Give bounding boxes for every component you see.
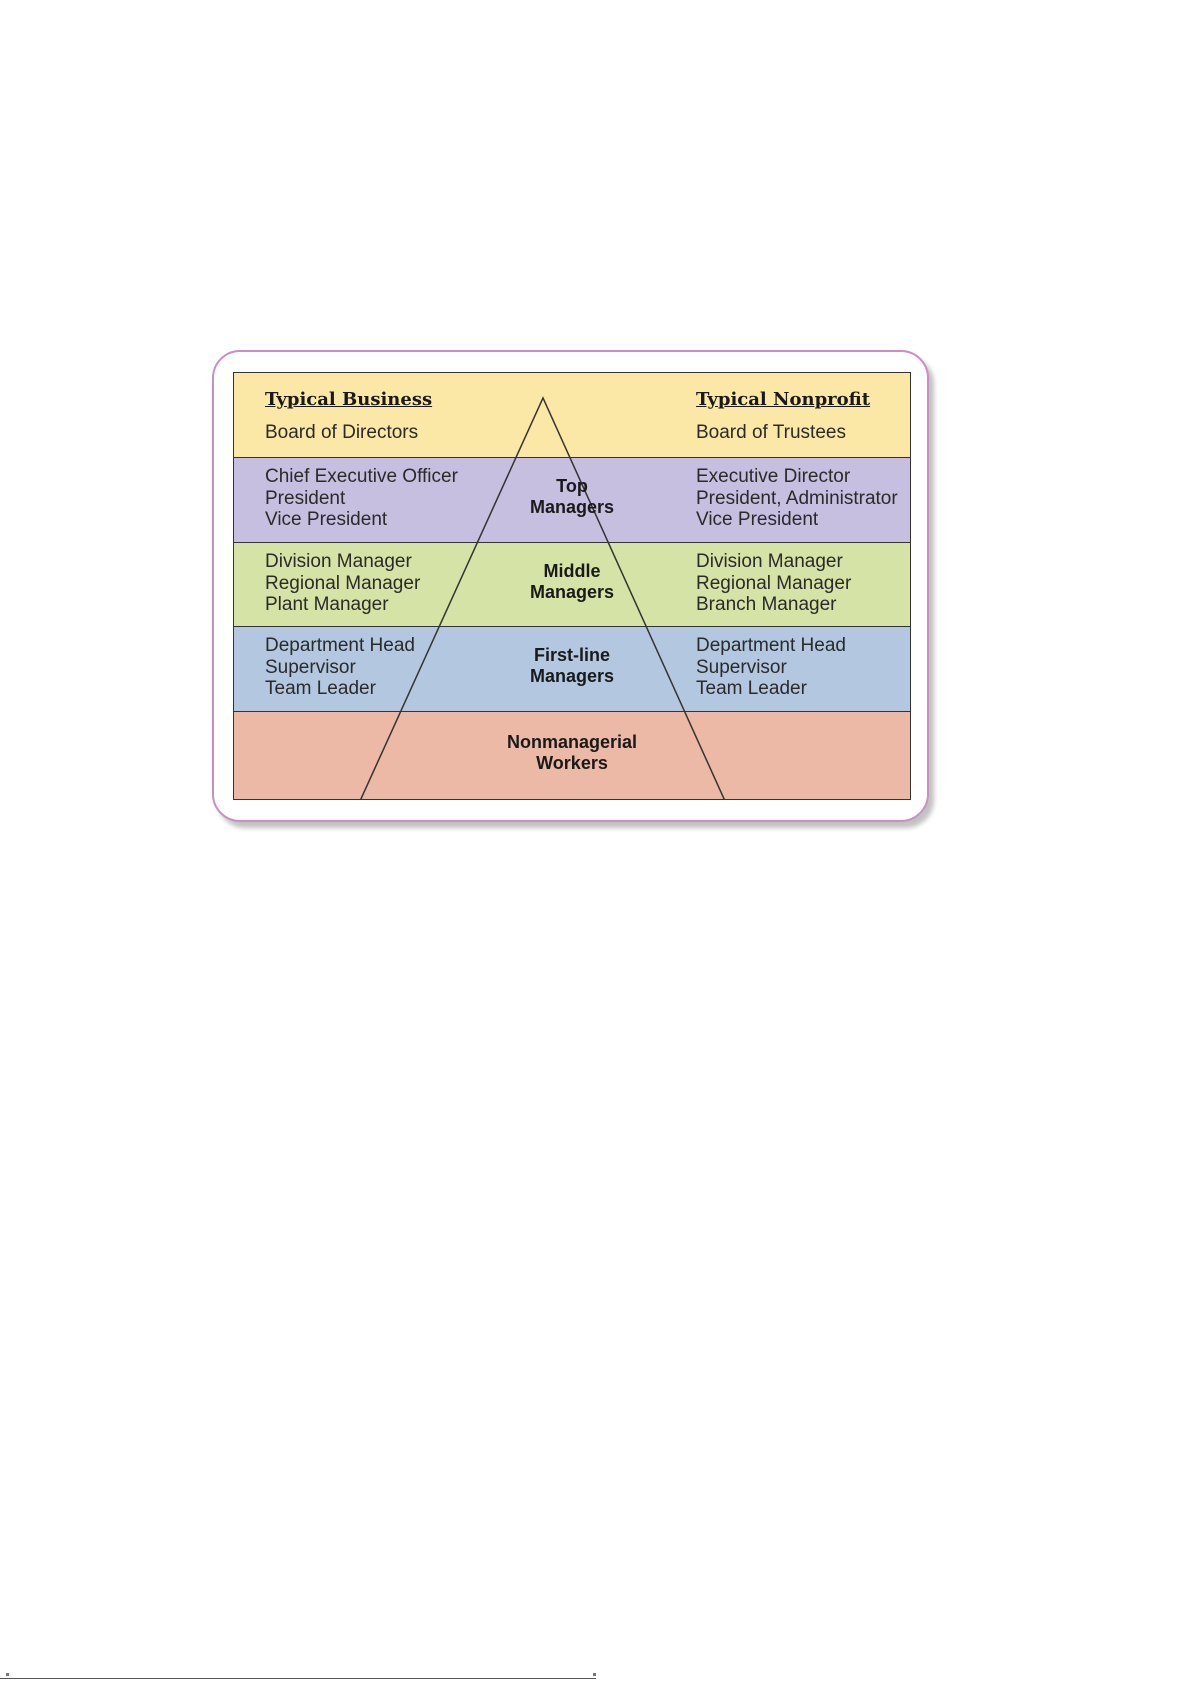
typical-business-heading: Typical Business xyxy=(265,389,433,410)
center-label-line: Managers xyxy=(529,666,615,686)
band-nonmanagerial-workers xyxy=(234,712,910,800)
business-title: Division Manager xyxy=(265,551,412,572)
center-label-line: Workers xyxy=(536,753,608,773)
nonprofit-title: Department Head xyxy=(696,635,846,656)
band-first-line-managers xyxy=(234,627,910,712)
footer-mark xyxy=(593,1673,596,1676)
nonprofit-title: Regional Manager xyxy=(696,572,852,594)
nonprofit-title: Team Leader xyxy=(696,678,807,699)
nonprofit-title: Supervisor xyxy=(696,656,787,678)
nonprofit-board-label: Board of Trustees xyxy=(696,421,846,443)
top-managers-label xyxy=(234,476,910,518)
business-title: Regional Manager xyxy=(265,572,421,594)
page-footer-rule xyxy=(0,1678,596,1679)
nonprofit-column-board xyxy=(696,389,870,443)
business-title: President xyxy=(265,487,346,509)
business-title: Supervisor xyxy=(265,656,356,678)
footer-mark xyxy=(6,1673,9,1676)
typical-nonprofit-heading: Typical Nonprofit xyxy=(696,389,871,410)
business-title: Plant Manager xyxy=(265,594,389,615)
business-title: Team Leader xyxy=(265,678,376,699)
business-column-board xyxy=(265,389,432,443)
middle-managers-label xyxy=(234,561,910,603)
center-label-line: First-line xyxy=(533,645,610,665)
nonprofit-title: Executive Director xyxy=(696,466,851,487)
center-label-line: Nonmanagerial xyxy=(506,732,638,752)
business-title: Chief Executive Officer xyxy=(265,466,458,487)
center-label-line: Middle xyxy=(543,561,601,581)
first-line-managers-label xyxy=(234,645,910,687)
band-board xyxy=(234,373,910,458)
center-label-line: Top xyxy=(556,476,588,496)
nonprofit-title: Vice President xyxy=(696,509,819,530)
center-label-line: Managers xyxy=(529,582,615,602)
business-board-label: Board of Directors xyxy=(265,421,419,443)
band-middle-managers xyxy=(234,543,910,627)
business-title: Vice President xyxy=(265,509,388,530)
nonprofit-title: President, Administrator xyxy=(696,487,898,509)
band-top-managers xyxy=(234,458,910,543)
business-title: Department Head xyxy=(265,635,415,656)
nonmanagerial-workers-label xyxy=(234,732,910,774)
management-levels-diagram xyxy=(233,372,911,800)
center-label-line: Managers xyxy=(529,497,615,517)
nonprofit-title: Division Manager xyxy=(696,551,843,572)
nonprofit-title: Branch Manager xyxy=(696,594,837,615)
